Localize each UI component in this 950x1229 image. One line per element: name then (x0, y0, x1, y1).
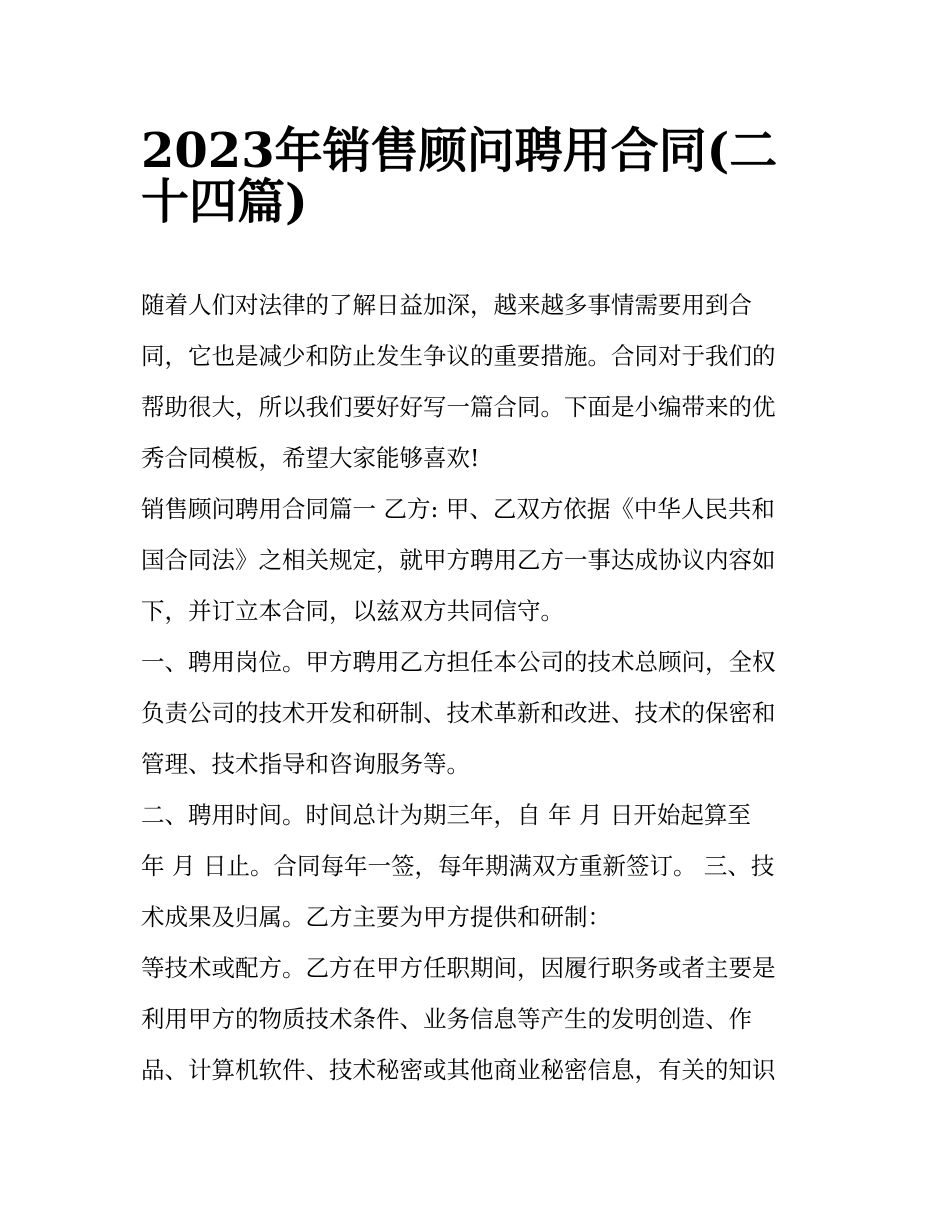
text-line: 管理、技术指导和咨询服务等。 (141, 750, 470, 778)
text-line: 利用甲方的物质技术条件、业务信息等产生的发明创造、作 (141, 1005, 752, 1033)
document-body (141, 280, 817, 1096)
text-line: 品、计算机软件、技术秘密或其他商业秘密信息，有关的知识 (141, 1056, 776, 1084)
text-line: 二、聘用时间。时间总计为期三年，自 年 月 日开始起算至 (141, 801, 751, 829)
paragraph-position (141, 637, 817, 790)
text-line: 国合同法》之相关规定，就甲方聘用乙方一事达成协议内容如 (141, 546, 776, 574)
text-line: 年 月 日止。合同每年一签，每年期满双方重新签订。 三、技 (141, 852, 775, 880)
title-line-2: 十四篇) (141, 174, 308, 230)
paragraph-term (141, 790, 817, 943)
title-line-1: 2023年销售顾问聘用合同(二 (141, 123, 778, 179)
paragraph-ownership (141, 943, 817, 1096)
text-line: 下，并订立本合同，以兹双方共同信守。 (141, 597, 564, 625)
text-line: 帮助很大，所以我们要好好写一篇合同。下面是小编带来的优 (141, 393, 776, 421)
text-line: 销售顾问聘用合同篇一 乙方: 甲、乙双方依据《中华人民共和 (141, 495, 775, 523)
text-line: 秀合同模板，希望大家能够喜欢! (141, 444, 480, 472)
text-line: 随着人们对法律的了解日益加深，越来越多事情需要用到合 (141, 291, 752, 319)
paragraph-contract-preamble (141, 484, 817, 637)
paragraph-intro (141, 280, 817, 484)
text-line: 术成果及归属。乙方主要为甲方提供和研制： (141, 903, 611, 931)
text-line: 一、聘用岗位。甲方聘用乙方担任本公司的技术总顾问，全权 (141, 648, 776, 676)
text-line: 负责公司的技术开发和研制、技术革新和改进、技术的保密和 (141, 699, 776, 727)
document-title (141, 113, 801, 230)
text-line: 等技术或配方。乙方在甲方任职期间，因履行职务或者主要是 (141, 954, 776, 982)
text-line: 同，它也是减少和防止发生争议的重要措施。合同对于我们的 (141, 342, 776, 370)
